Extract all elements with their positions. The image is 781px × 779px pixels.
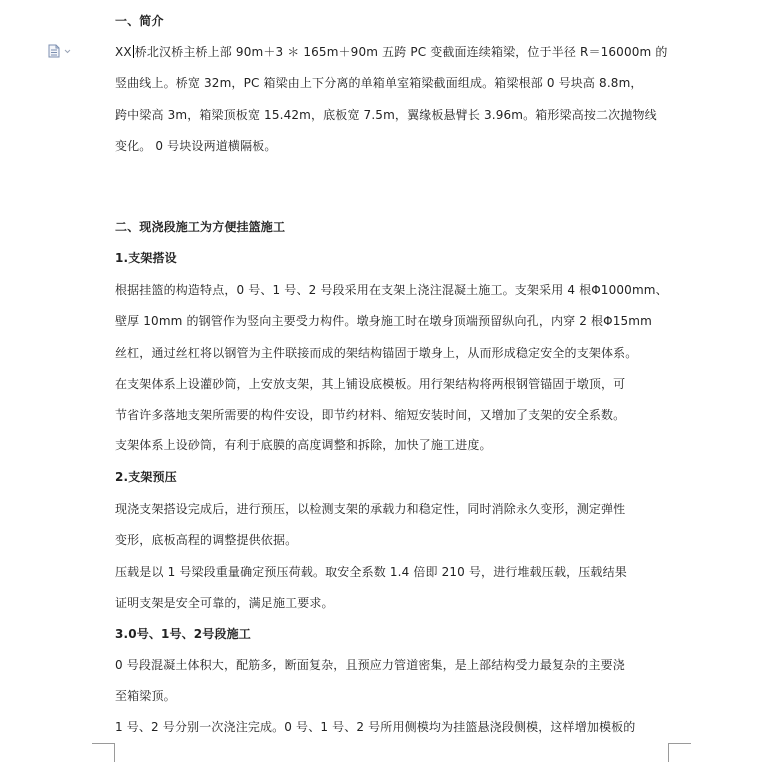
page-margin-corner-right	[668, 743, 691, 762]
text-cursor	[133, 45, 134, 58]
paragraph-line[interactable]: 在支架体系上设灌砂筒，上安放支架，其上铺设底模板。用行架结构将两根钢管锚固于墩顶，可	[115, 377, 626, 391]
subsection-heading-preload: 2.支架预压	[115, 470, 177, 484]
paragraph-line[interactable]: 现浇支架搭设完成后，进行预压，以检测支架的承载力和稳定性，同时消除永久变形，测定弹性	[115, 502, 626, 516]
paragraph-line[interactable]: 1 号、2 号分别一次浇注完成。0 号、1 号、2 号所用侧模均为挂篮悬浇段侧模，这样增加模板的	[115, 720, 636, 734]
paragraph-line[interactable]: 壁厚 10mm 的钢管作为竖向主要受力构件。墩身施工时在墩身顶端预留纵向孔，内穿 2 根Φ15mm	[115, 314, 652, 328]
paragraph-line[interactable]: 根据挂篮的构造特点，0 号、1 号、2 号段采用在支架上浇注混凝土施工。支架采用 4 根Φ1000mm、	[115, 283, 668, 297]
paragraph-line[interactable]: 支架体系上设砂筒，有利于底膜的高度调整和拆除，加快了施工进度。	[115, 438, 492, 452]
paragraph-line[interactable]: 竖曲线上。桥宽 32m，PC 箱梁由上下分离的单箱单室箱梁截面组成。箱梁根部 0 号块高 8.8m，	[115, 76, 643, 90]
paragraph-line[interactable]: 跨中梁高 3m，箱梁顶板宽 15.42m，底板宽 7.5m，翼缘板悬臂长 3.96m。箱形梁高按二次抛物线	[115, 108, 657, 122]
paragraph-line[interactable]: 压载是以 1 号梁段重量确定预压荷载。取安全系数 1.4 倍即 210 号，进行堆载压载，压载结果	[115, 565, 627, 579]
paragraph-line[interactable]: 变形，底板高程的调整提供依据。	[115, 533, 298, 547]
section-heading-cast-in-place: 二、现浇段施工为方便挂篮施工	[115, 220, 286, 234]
document-icon[interactable]	[47, 44, 73, 58]
paragraph-line[interactable]: 变化。 0 号块设两道横隔板。	[115, 139, 277, 153]
subsection-heading-segments: 3.0号、1号、2号段施工	[115, 627, 251, 641]
section-heading-intro: 一、简介	[115, 14, 164, 28]
paragraph-line[interactable]: 丝杠，通过丝杠将以钢管为主件联接而成的架结构锚固于墩身上，从而形成稳定安全的支架体系。	[115, 346, 638, 360]
chevron-down-icon	[65, 50, 70, 53]
paragraph-line[interactable]: 至箱梁顶。	[115, 689, 176, 703]
paragraph-line[interactable]: 节省许多落地支架所需要的构件安设，即节约材料、缩短安装时间，又增加了支架的安全系数。	[115, 408, 626, 422]
subsection-heading-support: 1.支架搭设	[115, 251, 177, 265]
paragraph-line[interactable]: 证明支架是安全可靠的，满足施工要求。	[115, 596, 334, 610]
paragraph-line[interactable]: XX 桥北汉桥主桥上部 90m＋3 ＊ 165m＋90m 五跨 PC 变截面连续箱梁，位于半径 R＝16000m 的	[115, 45, 668, 59]
page-margin-corner-left	[92, 743, 115, 762]
paragraph-line[interactable]: 0 号段混凝土体积大，配筋多，断面复杂，且预应力管道密集，是上部结构受力最复杂的主要浇	[115, 658, 625, 672]
